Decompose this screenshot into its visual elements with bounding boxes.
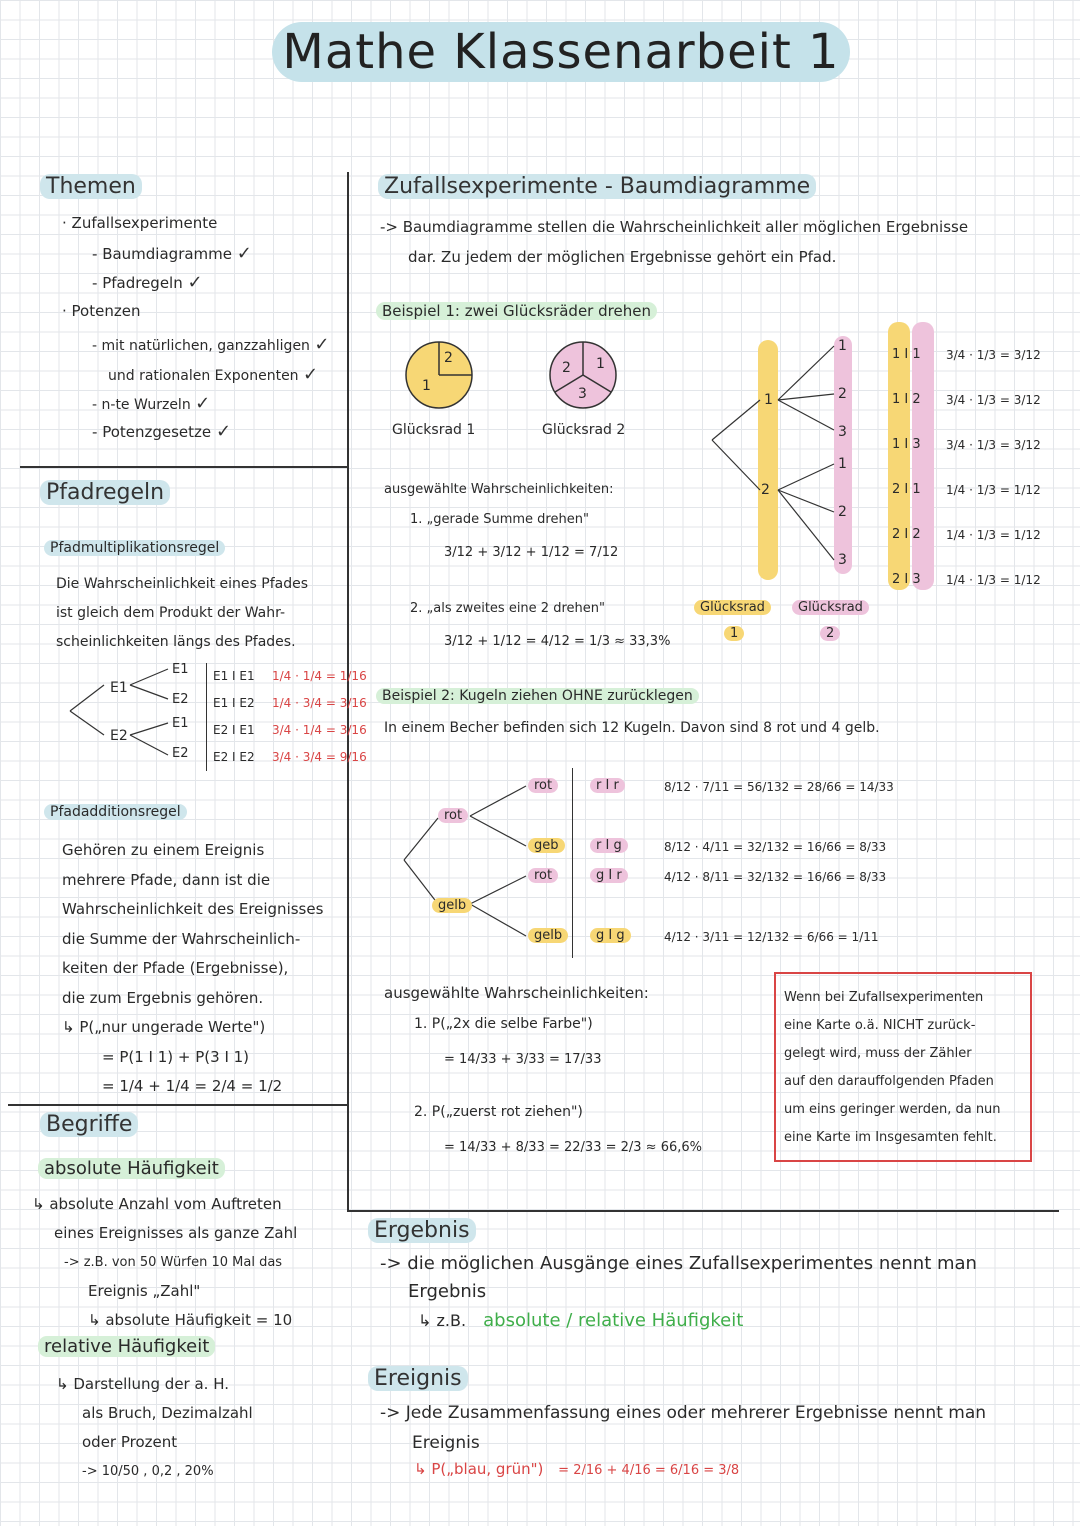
page-title: Mathe Klassenarbeit 1 [272,22,850,82]
tree-calc: 4/12 · 8/11 = 32/132 = 16/66 = 8/33 [664,870,887,884]
tree-node: 3 [838,424,847,440]
bsp1-title: Beispiel 1: zwei Glücksräder drehen [376,302,657,320]
tag-gluecksrad-1: Glücksrad [694,600,771,615]
themen-item: · Zufallsexperimente [62,214,218,232]
check-icon: ✓ [195,393,211,414]
big-tree [706,330,856,580]
wheel-number: 3 [578,386,587,402]
bsp1-ausgewaehlt: ausgewählte Wahrscheinlichkeiten: [384,482,614,497]
bsp2-case2-calc: = 14/33 + 8/33 = 22/33 = 2/3 ≈ 66,6% [444,1140,702,1155]
tree-node: 1 [838,338,847,354]
bsp2-text: In einem Becher befinden sich 12 Kugeln. Davon sind 8 rot und 4 gelb. [384,720,880,736]
add-title: Pfadadditionsregel [44,804,187,820]
tree-node: E1 [172,716,189,731]
tree-calc: 8/12 · 4/11 = 32/132 = 16/66 = 8/33 [664,840,887,854]
wheel-number: 2 [562,360,571,376]
small-tree [60,655,180,775]
tree-node: 2 [761,482,770,498]
tag-gluecksrad-2: Glücksrad [792,600,869,615]
tree-leaf: geb [528,838,565,853]
tree-node: 1 [764,392,773,408]
tree-calcs: 3/4 · 1/3 = 3/12 3/4 · 1/3 = 3/12 3/4 · 1/3 = 3/12 1/4 · 1/3 = 1/12 1/4 · 1/3 = 1/12 1/4 · 1/3 = 1/12 [946,348,1041,587]
tree-node: E2 [172,746,189,761]
zufall-header: Zufallsexperimente - Baumdiagramme [378,174,816,199]
tree-node: E1 [110,680,128,696]
bsp2-title: Beispiel 2: Kugeln ziehen OHNE zurücklegen [376,688,699,704]
pfadregeln-header: Pfadregeln [40,480,170,505]
tree-node: rot [438,808,468,823]
themen-item: - mit natürlichen, ganzzahligen ✓ [92,334,330,355]
themen-item: - Pfadregeln ✓ [92,272,203,293]
ergebnis-header: Ergebnis [368,1218,476,1243]
bsp1-case2: 2. „als zweites eine 2 drehen" [410,601,605,616]
tree-outcome: g I g [590,928,631,943]
wheel-1 [404,340,474,410]
tag-gluecksrad-1-num: 1 [724,626,744,641]
abs-title: absolute Häufigkeit [38,1158,225,1179]
wheel-number: 1 [422,378,431,394]
themen-header: Themen [40,174,142,199]
abs-text: ↳ absolute Anzahl vom Auftreten eines Ereignisses als ganze Zahl -> z.B. von 50 Würfen 10 Mal das Ereignis „Zahl" ↳ absolute Häufigkeit = 10 [32,1195,298,1329]
ergebnis-text: -> die möglichen Ausgänge eines Zufallsexperimentes nennt man Ergebnis [380,1253,977,1302]
divider-bottom [347,1210,1059,1212]
note-box: Wenn bei Zufallsexperimenten eine Karte o.ä. NICHT zurück- gelegt wird, muss der Zähler auf den darauffolgenden Pfaden um eins geringer werden, da nun eine Karte im Insgesamten fehlt. [774,972,1032,1162]
bsp2-ausgewaehlt: ausgewählte Wahrscheinlichkeiten: [384,984,649,1002]
tree-calcs: 1/4 · 1/4 = 1/16 1/4 · 3/4 = 3/16 3/4 · 1/4 = 3/16 3/4 · 3/4 = 9/16 [272,669,367,764]
rel-title: relative Häufigkeit [38,1336,215,1357]
tree-node: E2 [110,728,128,744]
ereignis-example: ↳ P(„blau, grün") = 2/16 + 4/16 = 6/16 = 3/8 [414,1460,740,1478]
tree-node: E1 [172,662,189,677]
tree-node: gelb [432,898,472,913]
tree-node: 3 [838,552,847,568]
wheel-number: 2 [444,350,453,366]
wheel-number: 1 [596,356,605,372]
tree-outcome: r I g [590,838,628,853]
mult-text: Die Wahrscheinlichkeit eines Pfades ist gleich dem Produkt der Wahr- scheinlichkeiten längs des Pfades. [56,576,309,650]
bsp2-case2: 2. P(„zuerst rot ziehen") [414,1104,583,1120]
tree-outcome: g I r [590,868,628,883]
ergebnis-example: ↳ z.B. absolute / relative Häufigkeit [418,1310,744,1331]
mult-title: Pfadmultiplikationsregel [44,540,225,556]
add-text: Gehören zu einem Ereignis mehrere Pfade, dann ist die Wahrscheinlichkeit des Ereignisses die Summe der Wahrscheinlich- keiten der Pfade (Ergebnisse), die zum Ergebnis gehören. ↳ P(„nur ungerade Werte") = P(1 I 1) + P(3 I 1) = 1/4 + 1/4 = 2/4 = 1/2 [62,841,324,1095]
divider-pfadregeln [8,1104,348,1106]
check-icon: ✓ [187,272,203,293]
check-icon: ✓ [303,364,319,385]
tree-node: 2 [838,504,847,520]
bsp2-case1: 1. P(„2x die selbe Farbe") [414,1016,593,1032]
tree-outcomes: 1 I 1 1 I 2 1 I 3 2 I 1 2 I 2 2 I 3 [892,347,921,587]
zufall-intro: -> Baumdiagramme stellen die Wahrscheinlichkeit aller möglichen Ergebnisse dar. Zu jedem der möglichen Ergebnisse gehört ein Pfad. [380,218,969,266]
check-icon: ✓ [314,334,330,355]
wheel1-label: Glücksrad 1 [392,422,476,438]
ereignis-header: Ereignis [368,1366,468,1391]
tree-node: E2 [172,692,189,707]
bsp1-case2-calc: 3/12 + 1/12 = 4/12 = 1/3 ≈ 33,3% [444,634,671,649]
divider-themen [20,466,348,468]
tree-calc: 8/12 · 7/11 = 56/132 = 28/66 = 14/33 [664,780,894,794]
tree-paths: E1 I E1 E1 I E2 E2 I E1 E2 I E2 [206,663,255,771]
bsp1-case1-calc: 3/12 + 3/12 + 1/12 = 7/12 [444,545,619,560]
tree-leaf: gelb [528,928,568,943]
bsp1-case1: 1. „gerade Summe drehen" [410,512,589,527]
bsp2-tree [400,780,530,950]
tree-node: 1 [838,456,847,472]
tree-node: 2 [838,386,847,402]
tree-divider [572,768,573,958]
wheel2-label: Glücksrad 2 [542,422,626,438]
tree-leaf: rot [528,778,558,793]
check-icon: ✓ [215,421,232,442]
themen-item: und rationalen Exponenten ✓ [108,364,319,385]
tag-gluecksrad-2-num: 2 [820,626,840,641]
bsp2-case1-calc: = 14/33 + 3/33 = 17/33 [444,1052,602,1067]
begriffe-header: Begriffe [40,1112,138,1137]
themen-item: - n-te Wurzeln ✓ [92,393,211,414]
check-icon: ✓ [236,243,252,264]
tree-leaf: rot [528,868,558,883]
tree-outcome: r I r [590,778,625,793]
themen-item: - Baumdiagramme ✓ [92,243,252,264]
tree-calc: 4/12 · 3/11 = 12/132 = 6/66 = 1/11 [664,930,879,944]
themen-item: - Potenzgesetze ✓ [92,421,232,442]
themen-item: · Potenzen [62,302,141,320]
ereignis-text: -> Jede Zusammenfassung eines oder mehrerer Ergebnisse nennt man Ereignis [380,1403,987,1453]
rel-text: ↳ Darstellung der a. H. als Bruch, Dezimalzahl oder Prozent -> 10/50 , 0,2 , 20% [56,1375,253,1479]
